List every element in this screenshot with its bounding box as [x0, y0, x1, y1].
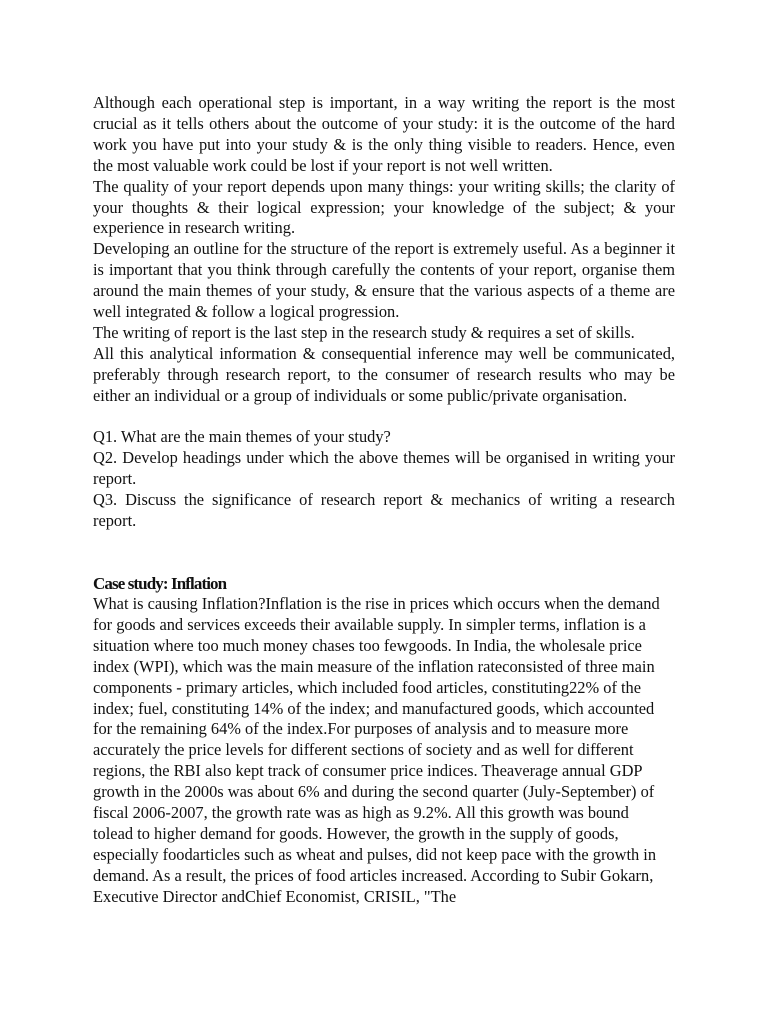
- question-3: Q3. Discuss the significance of research report & mechanics of writing a research report.: [93, 490, 675, 531]
- question-1: Q1. What are the main themes of your study?: [93, 427, 391, 447]
- case-study-body: What is causing Inflation?Inflation is the rise in prices which occurs when the demand for goods and services exceeds their available supply. In simpler terms, inflation is a situation where too much money chases too fewgoods. In India, the wholesale price index (WPI), which was the main measure of the inflation rateconsisted of three main components - primary articles, which included food articles, constituting22% of the index; fuel, constituting 14% of the index; and manufactured goods, which accounted for the remaining 64% of the index.For purposes of analysis and to measure more accurately the price levels for different sections of society and as well for different regions, the RBI also kept track of consumer price indices. Theaverage annual GDP growth in the 2000s was about 6% and during the second quarter (July-September) of fiscal 2006-2007, the growth rate was as high as 9.2%. All this growth was bound tolead to higher demand for goods. However, the growth in the supply of goods, especially foodarticles such as wheat and pulses, did not keep pace with the growth in demand. As a result, the prices of food articles increased. According to Subir Gokarn, Executive Director andChief Economist, CRISIL, "The: [93, 594, 660, 906]
- paragraph-spacer: [93, 407, 675, 428]
- case-study-heading: Case study: Inflation: [93, 574, 227, 594]
- intro-paragraph-4: The writing of report is the last step in the research study & requires a set of skills.: [93, 322, 635, 342]
- intro-paragraph-1: Although each operational step is important, in a way writing the report is the most crucial as it tells others about the outcome of your study: it is the outcome of the hard work you have put into your study & is the only thing visible to readers. Hence, even the most valuable work could be lost if your report is not well written.: [93, 93, 675, 175]
- intro-paragraph-5: All this analytical information & consequential inference may well be communicated, preferably through research report, to the consumer of research results who may be either an individual or a group of individuals or some public/private organisation.: [93, 343, 675, 405]
- intro-paragraph-3: Developing an outline for the structure of the report is extremely useful. As a beginner it is important that you think through carefully the contents of your report, organise them around the main themes of your study, & ensure that the various aspects of a theme are well integrated & follow a logical progression.: [93, 239, 675, 322]
- section-spacer: [93, 532, 675, 573]
- intro-paragraph-2: The quality of your report depends upon many things: your writing skills; the clarity of your thoughts & their logical expression; your knowledge of the subject; & your experience in research writing.: [93, 176, 675, 238]
- question-2: Q2. Develop headings under which the above themes will be organised in writing your report.: [93, 448, 675, 489]
- document-page: [93, 93, 675, 908]
